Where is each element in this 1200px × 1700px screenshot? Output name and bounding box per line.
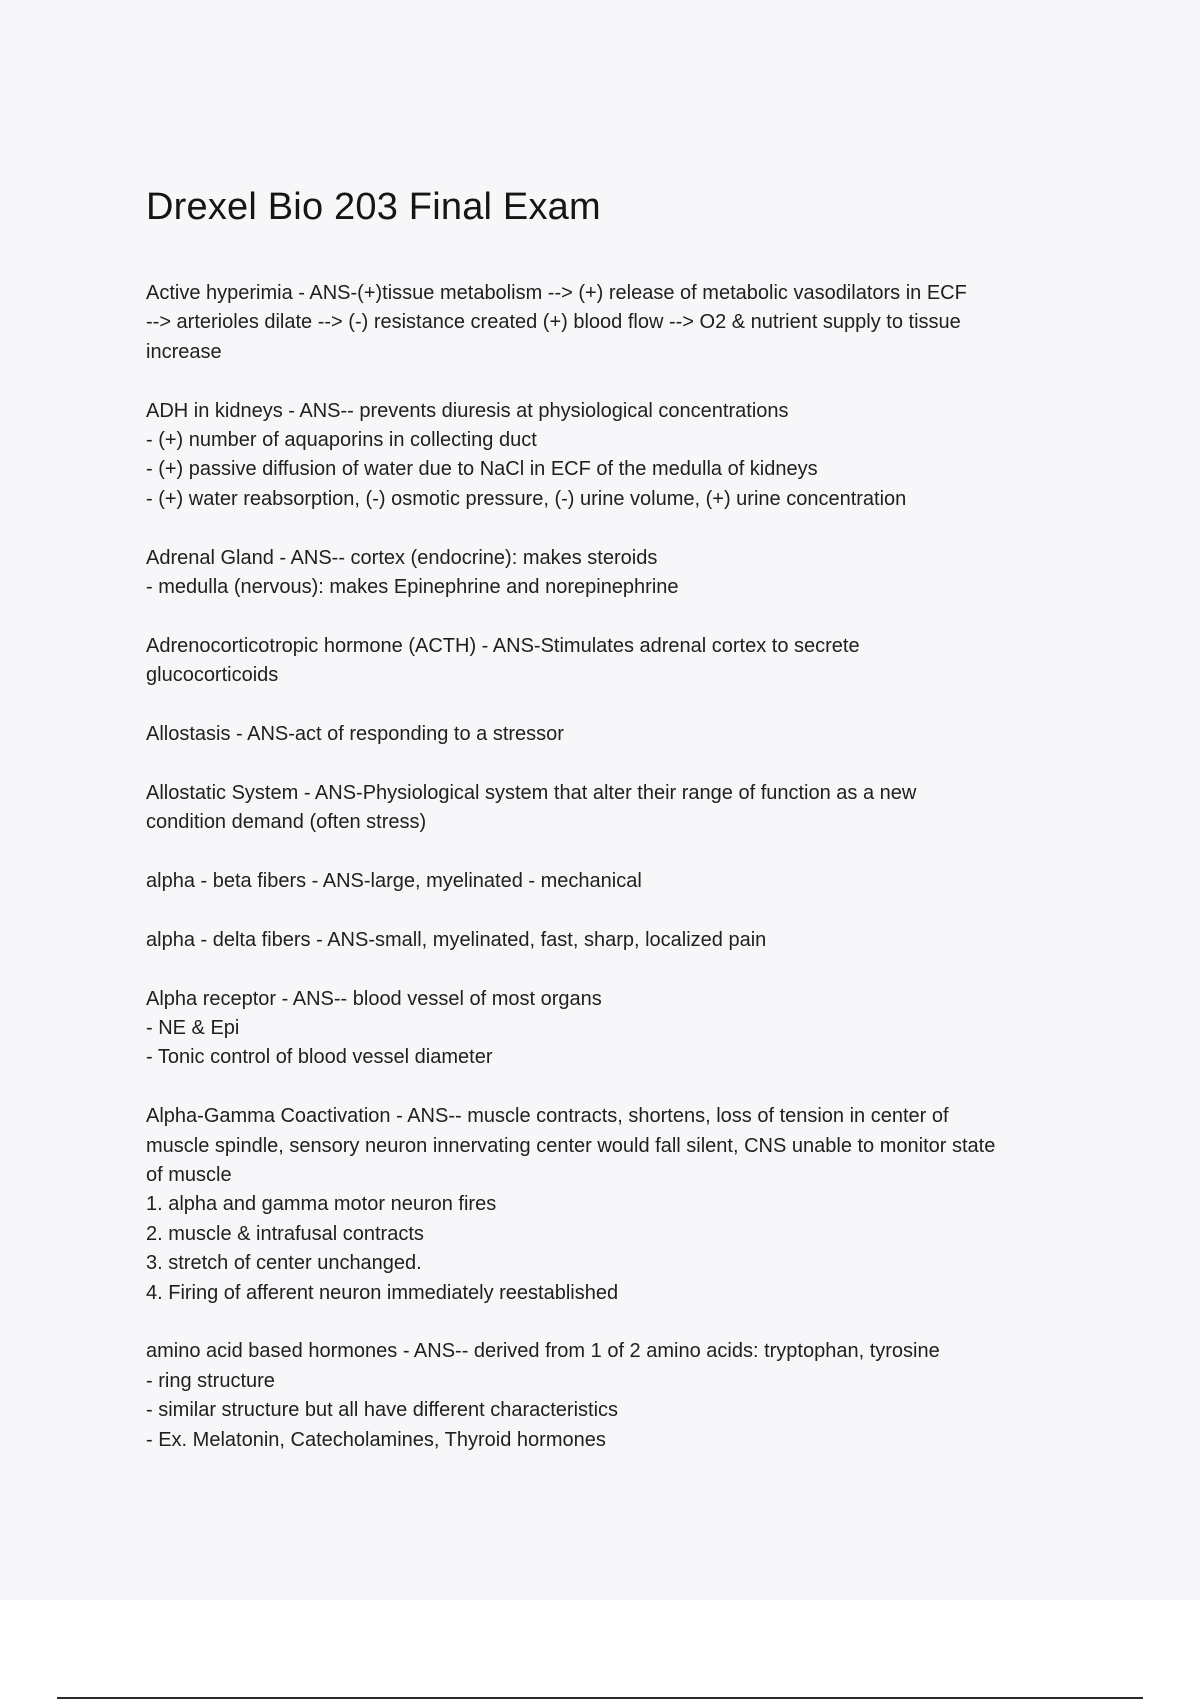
entry-detail-line: 3. stretch of center unchanged. bbox=[146, 1252, 422, 1275]
entry-term-line: alpha - delta fibers - ANS-small, myelinated, fast, sharp, localized pain bbox=[146, 928, 767, 951]
entry-detail-line: - Ex. Melatonin, Catecholamines, Thyroid hormones bbox=[146, 1428, 606, 1451]
entry-detail-line: - (+) number of aquaporins in collecting duct bbox=[146, 429, 537, 452]
entry-term-line: Alpha receptor - ANS-- blood vessel of most organs bbox=[146, 987, 602, 1010]
flashcard-entry bbox=[146, 720, 1106, 749]
entry-term-line: Allostasis - ANS-act of responding to a stressor bbox=[146, 723, 564, 746]
flashcard-entry bbox=[146, 1102, 1106, 1308]
entry-detail-line: - ring structure bbox=[146, 1369, 275, 1392]
entry-term-line: Adrenocorticotropic hormone (ACTH) - ANS-Stimulates adrenal cortex to secrete bbox=[146, 634, 860, 657]
flashcard-entry bbox=[146, 926, 1106, 955]
flashcard-entry bbox=[146, 779, 1106, 838]
entry-detail-line: muscle spindle, sensory neuron innervating center would fall silent, CNS unable to monitor state bbox=[146, 1134, 996, 1157]
flashcard-entry bbox=[146, 632, 1106, 691]
flashcard-entry-list bbox=[146, 279, 1106, 1484]
entry-detail-line: 2. muscle & intrafusal contracts bbox=[146, 1222, 424, 1245]
entry-detail-line: of muscle bbox=[146, 1164, 232, 1187]
flashcard-entry bbox=[146, 867, 1106, 896]
footer-divider bbox=[57, 1697, 1143, 1699]
entry-detail-line: increase bbox=[146, 340, 222, 363]
entry-detail-line: --> arterioles dilate --> (-) resistance created (+) blood flow --> O2 & nutrient supply to tissue bbox=[146, 311, 961, 334]
entry-detail-line: - similar structure but all have different characteristics bbox=[146, 1399, 619, 1422]
flashcard-entry bbox=[146, 544, 1106, 603]
flashcard-entry bbox=[146, 279, 1106, 367]
entry-term-line: ADH in kidneys - ANS-- prevents diuresis at physiological concentrations bbox=[146, 399, 789, 422]
entry-detail-line: - Tonic control of blood vessel diameter bbox=[146, 1046, 493, 1069]
entry-detail-line: 4. Firing of afferent neuron immediately reestablished bbox=[146, 1281, 619, 1304]
entry-detail-line: - (+) passive diffusion of water due to NaCl in ECF of the medulla of kidneys bbox=[146, 458, 818, 481]
flashcard-entry bbox=[146, 397, 1106, 515]
entry-term-line: Alpha-Gamma Coactivation - ANS-- muscle contracts, shortens, loss of tension in center of bbox=[146, 1105, 949, 1128]
entry-term-line: Active hyperimia - ANS-(+)tissue metabolism --> (+) release of metabolic vasodilators in ECF bbox=[146, 282, 967, 304]
flashcard-entry bbox=[146, 1337, 1106, 1455]
entry-term-line: Adrenal Gland - ANS-- cortex (endocrine): makes steroids bbox=[146, 546, 658, 569]
page-title: Drexel Bio 203 Final Exam bbox=[146, 186, 601, 228]
entry-term-line: Allostatic System - ANS-Physiological system that alter their range of function as a new bbox=[146, 781, 917, 804]
entry-detail-line: 1. alpha and gamma motor neuron fires bbox=[146, 1193, 497, 1216]
entry-detail-line: - (+) water reabsorption, (-) osmotic pressure, (-) urine volume, (+) urine concentration bbox=[146, 487, 907, 510]
entry-detail-line: - NE & Epi bbox=[146, 1017, 240, 1040]
flashcard-entry bbox=[146, 985, 1106, 1073]
entry-term-line: alpha - beta fibers - ANS-large, myelinated - mechanical bbox=[146, 870, 642, 893]
entry-detail-line: glucocorticoids bbox=[146, 664, 279, 687]
entry-detail-line: - medulla (nervous): makes Epinephrine and norepinephrine bbox=[146, 576, 679, 599]
entry-term-line: amino acid based hormones - ANS-- derived from 1 of 2 amino acids: tryptophan, tyrosine bbox=[146, 1340, 940, 1363]
entry-detail-line: condition demand (often stress) bbox=[146, 811, 427, 834]
